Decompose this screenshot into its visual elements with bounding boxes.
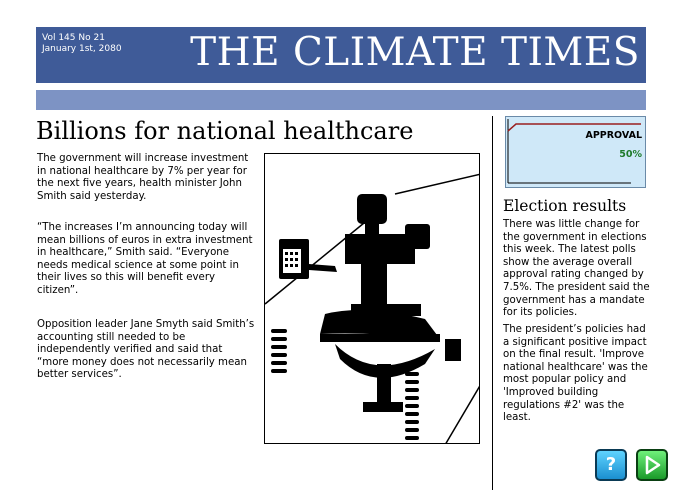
article-photo — [264, 153, 480, 444]
play-arrow-icon — [638, 451, 666, 479]
help-button[interactable] — [595, 449, 627, 481]
wall-phone — [279, 239, 337, 279]
approval-chart — [505, 116, 646, 188]
article-paragraph: The government will increase investment in national healthcare by 7% per year for the next five years, health minister John Smith said yesterday. — [37, 153, 249, 202]
masthead — [36, 27, 646, 83]
column-divider — [492, 116, 493, 490]
article-paragraph: “The increases I’m announcing today will mean billions of euros in extra investment in healthcare,” Smith said. “Everyone needs medical science at some point in their lives so this will benefit every citizen”. — [37, 222, 253, 296]
cable-dashes — [271, 329, 419, 440]
sidebar-paragraph: The president’s policies had a significant positive impact on the final result. 'Improve national healthcare' was the most popular policy and 'Improved building regulations #2' was the least. — [503, 324, 648, 424]
next-button[interactable] — [636, 449, 668, 481]
issue-info — [42, 33, 122, 55]
laboratory-equipment-illustration — [265, 154, 480, 444]
approval-value: 50% — [619, 149, 642, 160]
approval-label: APPROVAL — [585, 130, 642, 141]
masthead-subbar — [36, 90, 646, 110]
question-mark-icon: ? — [605, 454, 617, 475]
issue-number: Vol 145 No 21 — [42, 33, 105, 43]
article-paragraph: Opposition leader Jane Smyth said Smith’s accounting still needed to be independently verified and said that “more money does not necessarily mean better services”. — [37, 319, 255, 381]
newspaper-title: THE CLIMATE TIMES — [190, 30, 640, 75]
sidebar-paragraph: There was little change for the government in elections this week. The latest polls show the average overall approval rating changed by 7.5%. The president said the government has a mandate for its policies. — [503, 219, 650, 319]
machine-body — [320, 194, 461, 412]
article-headline: Billions for national healthcare — [36, 117, 414, 145]
issue-date: January 1st, 2080 — [42, 44, 122, 54]
sidebar-headline: Election results — [503, 197, 627, 215]
